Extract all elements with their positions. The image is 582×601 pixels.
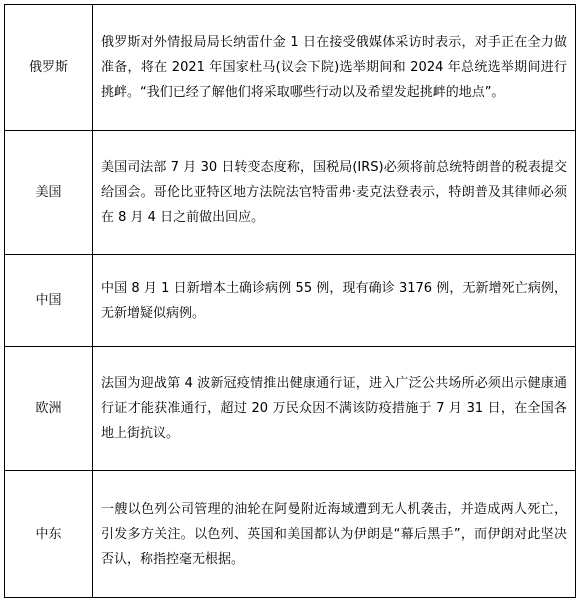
table-row xyxy=(5,5,576,131)
region-cell: 中国 xyxy=(5,255,93,347)
content-cell: 一艘以色列公司管理的油轮在阿曼附近海域遭到无人机袭击，并造成两人死亡，引发多方关注。以色列、英国和美国都认为伊朗是“幕后黑手”，而伊朗对此坚决否认，称指控毫无根据。 xyxy=(93,471,576,598)
region-cell: 俄罗斯 xyxy=(5,5,93,131)
table-row xyxy=(5,471,576,598)
region-cell: 中东 xyxy=(5,471,93,598)
content-cell: 美国司法部 7 月 30 日转变态度称，国税局(IRS)必须将前总统特朗普的税表提交给国会。哥伦比亚特区地方法院法官特雷弗·麦克法登表示，特朗普及其律师必须在 8 月 4 日之前做出回应。 xyxy=(93,131,576,255)
content-cell: 俄罗斯对外情报局局长纳雷什金 1 日在接受俄媒体采访时表示，对手正在全力做准备，将在 2021 年国家杜马(议会下院)选举期间和 2024 年总统选举期间进行挑衅。“我们已经了解他们将采取哪些行动以及希望发起挑衅的地点”。 xyxy=(93,5,576,131)
news-summary-table-container xyxy=(4,4,576,598)
content-cell: 中国 8 月 1 日新增本土确诊病例 55 例，现有确诊 3176 例，无新增死亡病例，无新增疑似病例。 xyxy=(93,255,576,347)
content-cell: 法国为迎战第 4 波新冠疫情推出健康通行证，进入广泛公共场所必须出示健康通行证才能获准通行，超过 20 万民众因不满该防疫措施于 7 月 31 日，在全国各地上街抗议。 xyxy=(93,347,576,471)
region-cell: 欧洲 xyxy=(5,347,93,471)
table-row xyxy=(5,255,576,347)
table-row xyxy=(5,131,576,255)
table-row xyxy=(5,347,576,471)
news-summary-table xyxy=(4,4,576,598)
region-cell: 美国 xyxy=(5,131,93,255)
